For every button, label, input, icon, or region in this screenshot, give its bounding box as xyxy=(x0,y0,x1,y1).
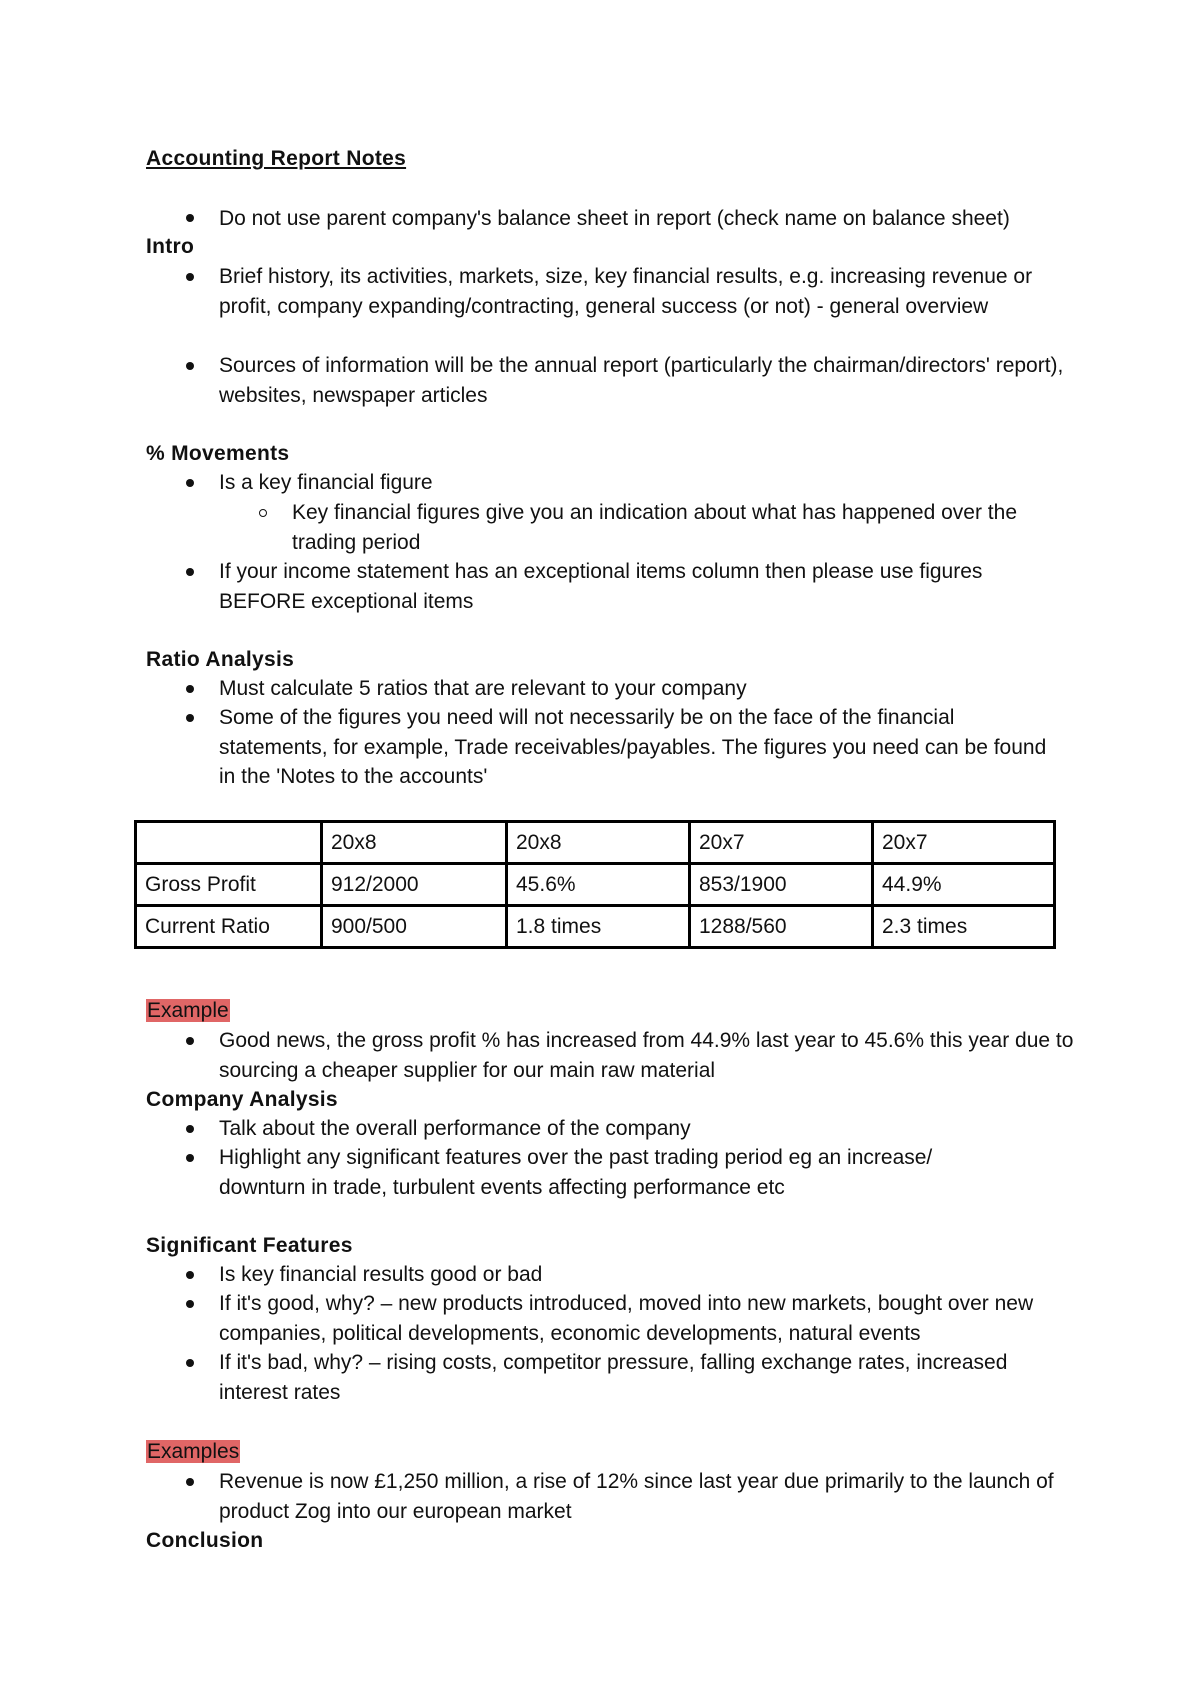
bullet-icon xyxy=(186,1478,194,1486)
movements-sub-item-1: Key financial figures give you an indication about what has happened over the trading period xyxy=(292,501,1017,554)
example-highlight-label: Example xyxy=(147,999,229,1022)
features-heading: Significant Features xyxy=(146,1234,353,1257)
ratio-table xyxy=(134,820,1056,949)
bullet-icon xyxy=(186,362,194,370)
table-cell: 44.9% xyxy=(873,864,1055,906)
bullet-icon xyxy=(186,1125,194,1133)
table-header-cell: 20x7 xyxy=(873,822,1055,864)
bullet-icon xyxy=(186,479,194,487)
table-header-row xyxy=(136,822,1055,864)
bullet-icon xyxy=(186,1359,194,1367)
bullet-icon xyxy=(186,1154,194,1162)
document-title: Accounting Report Notes xyxy=(146,147,407,170)
movements-item-2: If your income statement has an exceptional items column then please use figures BEFORE exceptional items xyxy=(219,560,983,613)
company-item-1: Talk about the overall performance of the company xyxy=(219,1117,691,1140)
bullet-icon xyxy=(186,273,194,281)
table-cell: 1.8 times xyxy=(507,906,690,948)
table-cell: 912/2000 xyxy=(322,864,507,906)
features-item-2: If it's good, why? – new products introduced, moved into new markets, bought over new companies, political developments, economic developments, natural events xyxy=(219,1292,1034,1345)
intro-heading: Intro xyxy=(146,235,195,258)
bullet-icon xyxy=(186,1300,194,1308)
table-header-cell xyxy=(136,822,322,864)
bullet-icon xyxy=(186,1271,194,1279)
table-cell: 900/500 xyxy=(322,906,507,948)
table-cell: Gross Profit xyxy=(136,864,322,906)
company-item-2: Highlight any significant features over the past trading period eg an increase/ downturn in trade, turbulent events affecting performance etc xyxy=(219,1146,933,1199)
table-cell: Current Ratio xyxy=(136,906,322,948)
table-row xyxy=(136,906,1055,948)
ratio-heading: Ratio Analysis xyxy=(146,648,295,671)
table-cell: 1288/560 xyxy=(690,906,873,948)
ratio-item-1: Must calculate 5 ratios that are relevant to your company xyxy=(219,677,747,700)
bullet-icon xyxy=(186,568,194,576)
table-cell: 853/1900 xyxy=(690,864,873,906)
table-header-cell: 20x8 xyxy=(322,822,507,864)
features-item-3: If it's bad, why? – rising costs, competitor pressure, falling exchange rates, increased interest rates xyxy=(219,1351,1008,1404)
company-heading: Company Analysis xyxy=(146,1088,338,1111)
intro-item-1: Brief history, its activities, markets, size, key financial results, e.g. increasing revenue or profit, company expanding/contracting, general success (or not) - general overview xyxy=(219,265,1033,318)
table-header-cell: 20x7 xyxy=(690,822,873,864)
top-note: Do not use parent company's balance sheet in report (check name on balance sheet) xyxy=(219,207,1010,230)
examples-highlight-label: Examples xyxy=(147,1440,240,1463)
table-cell: 2.3 times xyxy=(873,906,1055,948)
ratio-item-2: Some of the figures you need will not necessarily be on the face of the financial statements, for example, Trade receivables/payables. The figures you need can be found in the 'Notes to the accounts' xyxy=(219,706,1047,788)
table-cell: 45.6% xyxy=(507,864,690,906)
conclusion-heading: Conclusion xyxy=(146,1529,264,1552)
movements-item-1: Is a key financial figure xyxy=(219,471,433,494)
intro-item-2: Sources of information will be the annual report (particularly the chairman/directors' report), websites, newspaper articles xyxy=(219,354,1064,407)
table-header-cell: 20x8 xyxy=(507,822,690,864)
movements-heading: % Movements xyxy=(146,442,290,465)
table-row xyxy=(136,864,1055,906)
bullet-icon xyxy=(186,214,194,222)
example-label-line xyxy=(146,997,230,1025)
bullet-icon xyxy=(186,714,194,722)
examples-label-line xyxy=(146,1438,240,1466)
sub-bullet-icon xyxy=(259,509,267,517)
bullet-icon xyxy=(186,1037,194,1045)
example-item: Good news, the gross profit % has increased from 44.9% last year to 45.6% this year due to sourcing a cheaper supplier for our main raw material xyxy=(219,1029,1074,1082)
examples-item: Revenue is now £1,250 million, a rise of 12% since last year due primarily to the launch of product Zog into our european market xyxy=(219,1470,1054,1523)
features-item-1: Is key financial results good or bad xyxy=(219,1263,543,1286)
bullet-icon xyxy=(186,685,194,693)
